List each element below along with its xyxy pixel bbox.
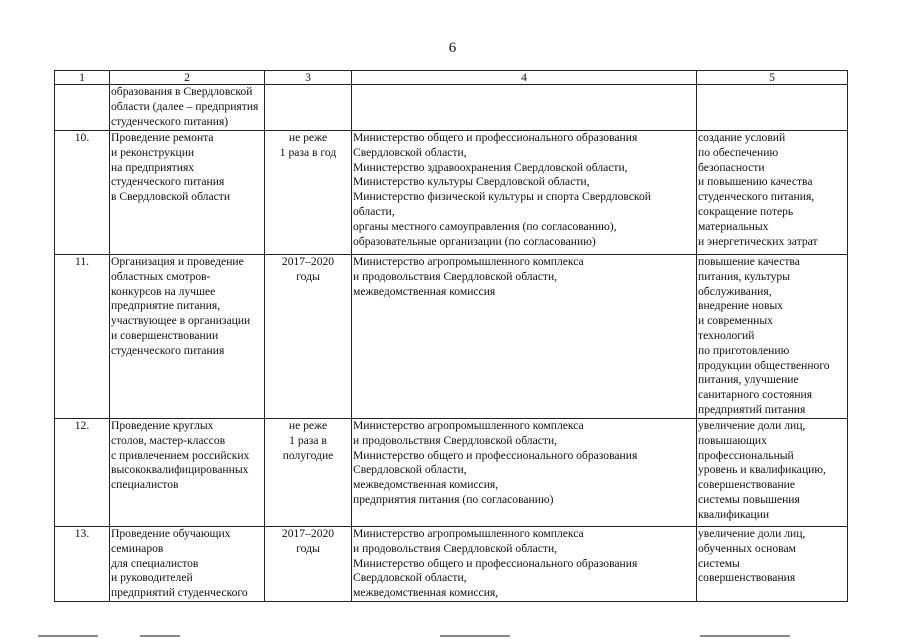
table-row [55, 255, 848, 419]
activity-cell: Проведение обучающих семинаров для специалистов и руководителей предприятий студенческого [110, 527, 265, 602]
table-header-row [55, 71, 848, 85]
table-row [55, 131, 848, 255]
term-cell [265, 85, 352, 131]
column-number-1: 1 [55, 71, 110, 85]
row-number: 12. [55, 419, 110, 527]
scan-edge-marks [0, 632, 905, 640]
row-number: 10. [55, 131, 110, 255]
activity-cell: образования в Свердловской области (далее – предприятия студенческого питания) [110, 85, 265, 131]
activity-cell: Организация и проведение областных смотров- конкурсов на лучшее предприятие питания, участвующее в организации и совершенствовании студенческого питания [110, 255, 265, 419]
column-number-5: 5 [697, 71, 848, 85]
executors-cell: Министерство агропромышленного комплекса и продовольствия Свердловской области, межведомственная комиссия [352, 255, 697, 419]
term-cell: не реже 1 раза в год [265, 131, 352, 255]
column-number-2: 2 [110, 71, 265, 85]
result-cell [697, 85, 848, 131]
term-cell: 2017–2020 годы [265, 527, 352, 602]
table-row [55, 527, 848, 602]
result-cell: увеличение доли лиц, повышающих профессиональный уровень и квалификацию, совершенствование системы повышения квалификации [697, 419, 848, 527]
term-cell: 2017–2020 годы [265, 255, 352, 419]
column-number-4: 4 [352, 71, 697, 85]
action-plan-table [54, 70, 848, 602]
executors-cell: Министерство агропромышленного комплекса и продовольствия Свердловской области, Министерство общего и профессионального образования Свердловской области, межведомственная комиссия, [352, 527, 697, 602]
activity-cell: Проведение ремонта и реконструкции на предприятиях студенческого питания в Свердловской области [110, 131, 265, 255]
row-number: 11. [55, 255, 110, 419]
term-cell: не реже 1 раза в полугодие [265, 419, 352, 527]
activity-cell: Проведение круглых столов, мастер-классов с привлечением российских высококвалифицированных специалистов [110, 419, 265, 527]
executors-cell: Министерство общего и профессионального образования Свердловской области, Министерство здравоохранения Свердловской области, Министерство культуры Свердловской области, Министерство физической культуры и спорта Свердловской области, органы местного самоуправления (по согласованию), образовательные организации (по согласованию) [352, 131, 697, 255]
table-row [55, 85, 848, 131]
result-cell: повышение качества питания, культуры обслуживания, внедрение новых и современных технологий по приготовлению продукции общественного питания, улучшение санитарного состояния предприятий питания [697, 255, 848, 419]
result-cell: увеличение доли лиц, обученных основам системы совершенствования [697, 527, 848, 602]
table-row [55, 419, 848, 527]
executors-cell: Министерство агропромышленного комплекса и продовольствия Свердловской области, Министерство общего и профессионального образования Свердловской области, межведомственная комиссия, предприятия питания (по согласованию) [352, 419, 697, 527]
page-number: 6 [448, 40, 457, 56]
column-number-3: 3 [265, 71, 352, 85]
result-cell: создание условий по обеспечению безопасности и повышению качества студенческого питания, сокращение потерь материальных и энергетических затрат [697, 131, 848, 255]
row-number: 13. [55, 527, 110, 602]
row-number [55, 85, 110, 131]
executors-cell [352, 85, 697, 131]
